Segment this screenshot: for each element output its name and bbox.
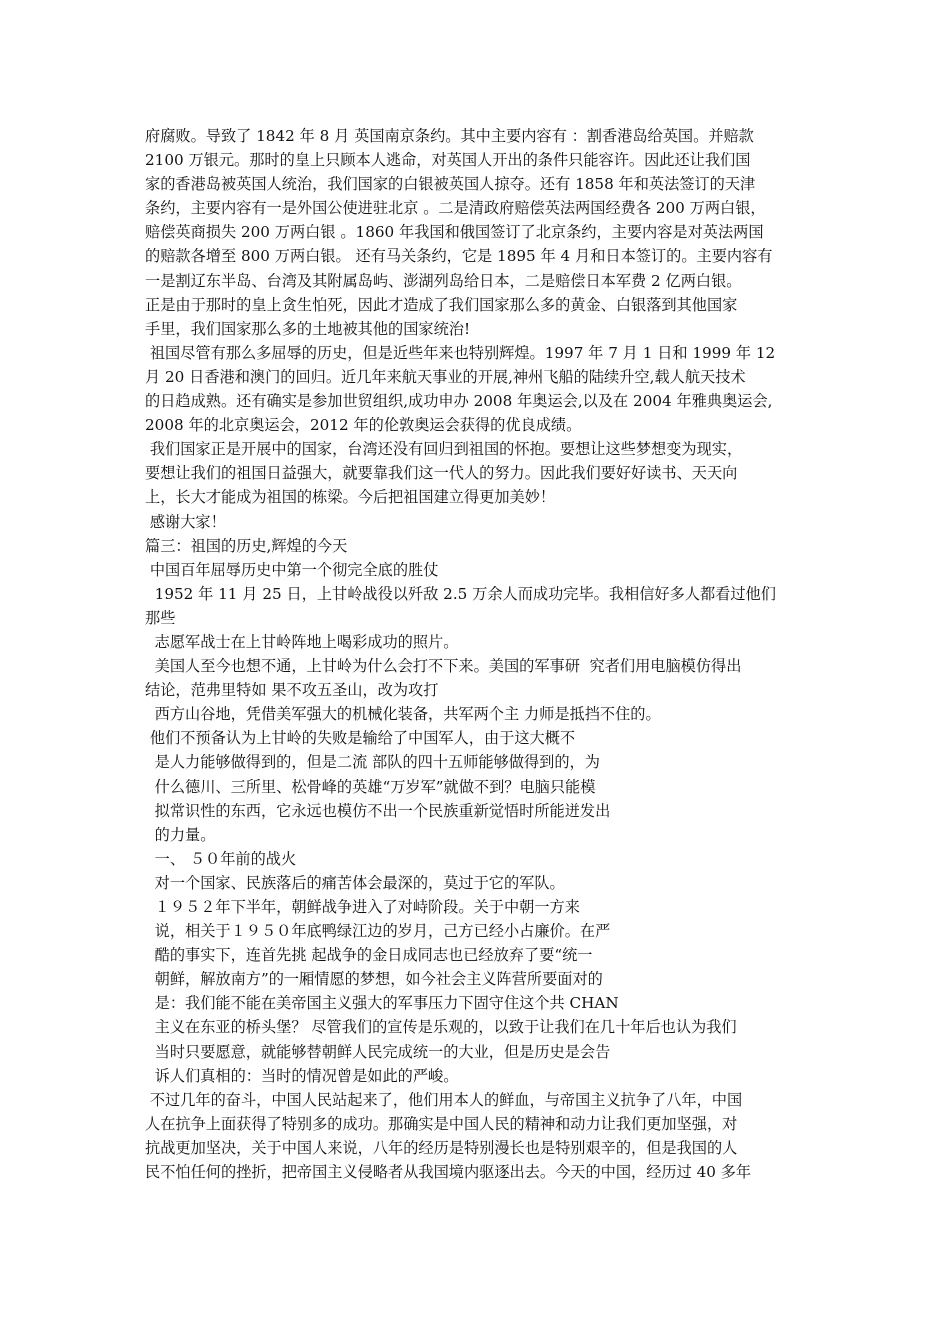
text-line: 志愿军战士在上甘岭阵地上喝彩成功的照片。: [145, 632, 459, 651]
text-line: 1952 年 11 月 25 日，上甘岭战役以歼敌 2.5 万余人而成功完毕。我相信好多人都看过他们: [145, 584, 776, 603]
text-line: 对一个国家、民族落后的痛苦体会最深的，莫过于它的军队。: [145, 873, 565, 892]
text-line: 说，相关于１９５０年底鸭绿江边的岁月，己方已经小占廉价。在严: [145, 922, 611, 941]
text-line: 是人力能够做得到的，但是二流 部队的四十五师能够做得到的，为: [145, 753, 600, 772]
text-line: 2008 年的北京奥运会，2012 年的伦敦奥运会获得的优良成绩。: [145, 416, 582, 435]
text-line: 美国人至今也想不通，上甘岭为什么会打不下来。美国的军事研 究者们用电脑模仿得出: [145, 657, 742, 676]
text-line: 上，长大才能成为祖国的栋梁。今后把祖国建立得更加美妙！: [145, 488, 556, 507]
text-line: 要想让我们的祖国日益强大，就要靠我们这一代人的努力。因此我们要好好读书、天天向: [145, 464, 738, 483]
text-line: 结论，范弗里特如 果不攻五圣山，改为攻打: [145, 681, 439, 700]
text-line: 那些: [145, 608, 176, 627]
text-line: １９５２年下半年，朝鲜战争进入了对峙阶段。关于中朝一方来: [145, 898, 580, 916]
text-line: 正是由于那时的皇上贪生怕死，因此才造成了我们国家那么多的黄金、白银落到其他国家: [145, 295, 738, 314]
text-line: 府腐败。导致了 1842 年 8 月 英国南京条约。其中主要内容有 ：割香港岛给英国。并赔款: [145, 127, 754, 145]
text-line: 什么德川、三所里、松骨峰的英雄“万岁军”就做不到？电脑只能模: [145, 777, 596, 796]
text-line: 主义在东亚的桥头堡？ 尽管我们的宣传是乐观的，以致于让我们在几十年后也认为我们: [145, 1018, 737, 1037]
text-line: 我们国家正是开展中的国家，台湾还没有回归到祖国的怀抱。要想让这些梦想变为现实，: [145, 440, 743, 459]
text-line: 赔偿英商损失 200 万两白银 。1860 年我国和俄国签订了北京条约，主要内容是对英法两国: [145, 223, 764, 242]
text-line: 的日趋成熟。还有确实是参加世贸组织,成功申办 2008 年奥运会,以及在 2004 年雅典奥运会,: [145, 392, 773, 411]
text-line: 酷的事实下，连首先挑 起战争的金日成同志也已经放弃了要“统一: [145, 946, 593, 965]
text-line: 感谢大家！: [145, 512, 226, 531]
text-line: 中国百年屈辱历史中第一个彻完全底的胜仗: [145, 560, 439, 579]
text-line: 的力量。: [145, 825, 216, 844]
text-line: 是：我们能不能在美帝国主义强大的军事压力下固守住这个共 CHAN: [145, 994, 619, 1013]
text-line: 朝鲜，解放南方”的一厢情愿的梦想，如今社会主义阵营所要面对的: [145, 970, 603, 989]
text-line: 当时只要愿意，就能够替朝鲜人民完成统一的大业，但是历史是会告: [145, 1042, 611, 1061]
text-line: 民不怕任何的挫折，把帝国主义侵略者从我国境内驱逐出去。今天的中国，经历过 40 多年: [145, 1163, 752, 1182]
text-line: 一是割辽东半岛、台湾及其附属岛屿、澎湖列岛给日本，二是赔偿日本军费 2 亿两白银。: [145, 271, 742, 290]
text-line: 西方山谷地，凭借美军强大的机械化装备，共军两个主 力师是抵挡不住的。: [145, 705, 661, 724]
text-line: 拟常识性的东西，它永远也模仿不出一个民族重新觉悟时所能迸发出: [145, 801, 611, 820]
text-line: 月 20 日香港和澳门的回归。近几年来航天事业的开展,神州飞船的陆续升空,载人航天技术: [145, 367, 746, 386]
text-line: 的赔款各增至 800 万两白银。 还有马关条约，它是 1895 年 4 月和日本签订的。主要内容有: [145, 247, 773, 266]
text-line: 他们不预备认为上甘岭的失败是输给了中国军人，由于这大概不: [145, 729, 576, 748]
text-line: 人在抗争上面获得了特别多的成功。那确实是中国人民的精神和动力让我们更加坚强，对: [145, 1114, 738, 1133]
document-page: [145, 124, 817, 1184]
text-line: 条约，主要内容有一是外国公使进驻北京 。二是清政府赔偿英法两国经费各 200 万两白银，: [145, 199, 766, 218]
text-line: 手里，我们国家那么多的土地被其他的国家统治!: [145, 319, 471, 338]
text-line: 诉人们真相的：当时的情况曾是如此的严峻。: [145, 1066, 459, 1085]
text-line: 抗战更加坚决，关于中国人来说，八年的经历是特别漫长也是特别艰辛的，但是我国的人: [145, 1138, 738, 1157]
text-line: 篇三：祖国的历史,辉煌的今天: [145, 536, 348, 555]
text-line: 2100 万银元。那时的皇上只顾本人逃命，对英国人开出的条件只能容许。因此还让我们国: [145, 151, 751, 170]
text-line: 不过几年的奋斗，中国人民站起来了，他们用本人的鲜血，与帝国主义抗争了八年，中国: [145, 1090, 743, 1109]
text-line: 家的香港岛被英国人统治，我们国家的白银被英国人掠夺。还有 1858 年和英法签订的天津: [145, 175, 756, 194]
text-line: 祖国尽管有那么多屈辱的历史，但是近些年来也特别辉煌。1997 年 7 月 1 日和 1999 年 12: [145, 343, 776, 362]
text-line: 一、 ５０年前的战火: [145, 849, 297, 868]
